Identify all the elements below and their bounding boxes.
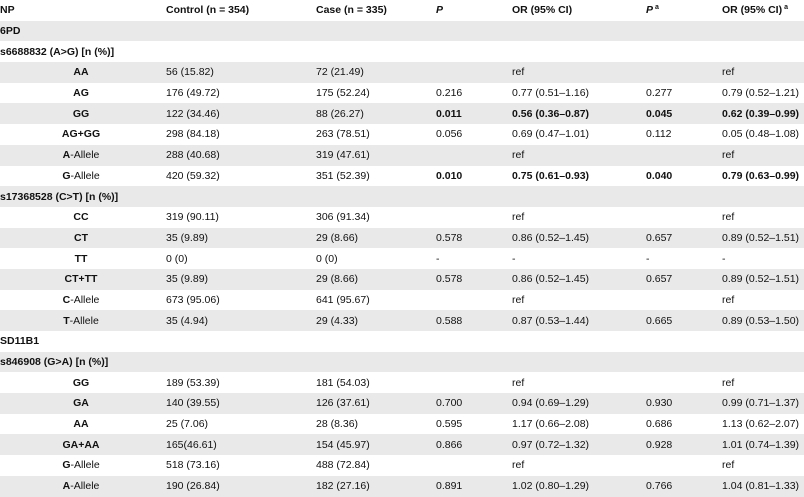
or-value: 0.94 (0.69–1.29) bbox=[512, 397, 590, 410]
genotype-label: GA bbox=[73, 397, 89, 410]
p-value: 0.700 bbox=[436, 397, 463, 410]
p-value: 0.891 bbox=[436, 480, 463, 493]
header-control: Control (n = 354) bbox=[166, 4, 250, 17]
or-value: 0.56 (0.36–0.87) bbox=[512, 107, 590, 120]
section-label: s6688832 (A>G) [n (%)] bbox=[0, 45, 115, 58]
or-value: ref bbox=[512, 459, 525, 472]
case-value: 488 (72.84) bbox=[316, 459, 370, 472]
section-label: 6PD bbox=[0, 25, 21, 38]
or-adjusted-value: ref bbox=[722, 459, 735, 472]
table-header bbox=[0, 0, 804, 21]
control-value: 673 (95.06) bbox=[166, 293, 220, 306]
table-row bbox=[0, 476, 804, 497]
allele-label bbox=[0, 476, 162, 497]
or-adjusted-value: ref bbox=[722, 149, 735, 162]
control-value: 35 (4.94) bbox=[166, 314, 209, 327]
p-adjusted-value: 0.112 bbox=[646, 128, 672, 141]
control-value: 319 (90.11) bbox=[166, 211, 219, 224]
p-value bbox=[432, 207, 508, 228]
header-case: Case (n = 335) bbox=[316, 4, 387, 17]
table-row bbox=[0, 166, 804, 187]
case-value: 641 (95.67) bbox=[316, 293, 370, 306]
or-adjusted-value: 0.79 (0.63–0.99) bbox=[722, 169, 800, 182]
table-row bbox=[0, 62, 804, 83]
table-row bbox=[0, 145, 804, 166]
p-value: 0.595 bbox=[436, 418, 463, 431]
header-p bbox=[432, 0, 508, 21]
case-value: 28 (8.36) bbox=[316, 418, 359, 431]
or-value: 0.86 (0.52–1.45) bbox=[512, 273, 590, 286]
case-value: 126 (37.61) bbox=[316, 397, 370, 410]
case-value: 319 (47.61) bbox=[316, 149, 370, 162]
genotype-label: GG bbox=[72, 107, 90, 120]
or-adjusted-value: 0.89 (0.53–1.50) bbox=[722, 314, 800, 327]
control-value: 25 (7.06) bbox=[166, 418, 209, 431]
or-value: 0.77 (0.51–1.16) bbox=[512, 87, 590, 100]
table-row bbox=[0, 83, 804, 104]
p-adjusted-value bbox=[642, 62, 718, 83]
p-value: 0.056 bbox=[436, 128, 463, 141]
header-row bbox=[0, 0, 804, 21]
allele-letter: A bbox=[62, 480, 71, 493]
control-value: 298 (84.18) bbox=[166, 128, 220, 141]
or-adjusted-value: - bbox=[722, 252, 726, 265]
section-label: s17368528 (C>T) [n (%)] bbox=[0, 190, 119, 203]
header-p-adjusted-label: P bbox=[646, 4, 654, 17]
p-adjusted-value: 0.665 bbox=[646, 314, 673, 327]
or-adjusted-value: 0.79 (0.52–1.21) bbox=[722, 87, 800, 100]
table-row bbox=[0, 248, 804, 269]
or-adjusted-value: 0.89 (0.52–1.51) bbox=[722, 231, 800, 244]
table-row bbox=[0, 103, 804, 124]
or-value: - bbox=[512, 252, 516, 265]
allele-suffix: -Allele bbox=[70, 293, 100, 306]
section-row bbox=[0, 41, 804, 62]
table-row bbox=[0, 372, 804, 393]
genotype-label: CT bbox=[74, 231, 88, 244]
or-adjusted-value: 0.05 (0.48–1.08) bbox=[722, 128, 800, 141]
genotype-label: CT+TT bbox=[64, 273, 98, 286]
header-or: OR (95% CI) bbox=[512, 4, 573, 17]
or-value: ref bbox=[512, 149, 525, 162]
p-adjusted-value: - bbox=[646, 252, 650, 265]
table-row bbox=[0, 124, 804, 145]
header-p-adjusted bbox=[642, 0, 718, 21]
control-value: 420 (59.32) bbox=[166, 169, 220, 182]
p-adjusted-value: 0.766 bbox=[646, 480, 673, 493]
p-value bbox=[432, 290, 508, 311]
control-value: 176 (49.72) bbox=[166, 87, 220, 100]
p-adjusted-value bbox=[642, 145, 718, 166]
or-adjusted-value: 0.99 (0.71–1.37) bbox=[722, 397, 800, 410]
case-value: 29 (8.66) bbox=[316, 231, 359, 244]
p-value bbox=[432, 62, 508, 83]
header-or-adjusted bbox=[718, 0, 804, 21]
or-value: 0.86 (0.52–1.45) bbox=[512, 231, 590, 244]
p-value bbox=[432, 145, 508, 166]
genotype-label: AA bbox=[73, 66, 89, 79]
case-value: 154 (45.97) bbox=[316, 438, 370, 451]
allele-letter: T bbox=[63, 314, 70, 327]
or-value: 1.02 (0.80–1.29) bbox=[512, 480, 590, 493]
control-value: 288 (40.68) bbox=[166, 149, 220, 162]
case-value: 181 (54.03) bbox=[316, 376, 370, 389]
p-value: - bbox=[436, 252, 440, 265]
p-value: 0.578 bbox=[436, 273, 463, 286]
allele-label bbox=[0, 290, 162, 311]
header-p-label: P bbox=[436, 4, 444, 17]
case-value: 29 (4.33) bbox=[316, 314, 359, 327]
allele-letter: G bbox=[62, 459, 71, 472]
p-adjusted-value bbox=[642, 290, 718, 311]
control-value: 0 (0) bbox=[166, 252, 188, 265]
p-adjusted-value: 0.928 bbox=[646, 438, 673, 451]
control-value: 35 (9.89) bbox=[166, 231, 209, 244]
or-value: 1.17 (0.66–2.08) bbox=[512, 418, 590, 431]
control-value: 189 (53.39) bbox=[166, 376, 220, 389]
or-value: ref bbox=[512, 293, 525, 306]
or-adjusted-value: 0.89 (0.52–1.51) bbox=[722, 273, 800, 286]
section-label: s846908 (G>A) [n (%)] bbox=[0, 356, 109, 369]
table-row bbox=[0, 414, 804, 435]
genotype-label: AG+GG bbox=[61, 128, 101, 141]
p-adjusted-value: 0.045 bbox=[646, 107, 673, 120]
p-adjusted-value: 0.277 bbox=[646, 87, 673, 100]
allele-suffix: -Allele bbox=[70, 459, 100, 472]
header-p-adjusted-sup: a bbox=[655, 4, 659, 12]
case-value: 175 (52.24) bbox=[316, 87, 370, 100]
p-value: 0.216 bbox=[436, 87, 463, 100]
p-value: 0.866 bbox=[436, 438, 463, 451]
section-row bbox=[0, 21, 804, 42]
or-adjusted-value: 1.04 (0.81–1.33) bbox=[722, 480, 800, 493]
or-adjusted-value: 1.01 (0.74–1.39) bbox=[722, 438, 800, 451]
table-row bbox=[0, 228, 804, 249]
allele-label bbox=[0, 455, 162, 476]
table-body bbox=[0, 21, 804, 497]
section-label: SD11B1 bbox=[0, 335, 40, 348]
control-value: 140 (39.55) bbox=[166, 397, 220, 410]
p-value: 0.578 bbox=[436, 231, 463, 244]
case-value: 72 (21.49) bbox=[316, 66, 364, 79]
allele-suffix: -Allele bbox=[69, 314, 99, 327]
table-row bbox=[0, 269, 804, 290]
or-adjusted-value: 0.62 (0.39–0.99) bbox=[722, 107, 800, 120]
p-adjusted-value: 0.686 bbox=[646, 418, 673, 431]
section-row bbox=[0, 352, 804, 373]
p-adjusted-value: 0.040 bbox=[646, 169, 673, 182]
p-value: 0.588 bbox=[436, 314, 463, 327]
case-value: 29 (8.66) bbox=[316, 273, 359, 286]
p-adjusted-value: 0.657 bbox=[646, 231, 673, 244]
genotype-label: AG bbox=[73, 87, 89, 100]
or-adjusted-value: 1.13 (0.62–2.07) bbox=[722, 418, 800, 431]
or-value: ref bbox=[512, 376, 525, 389]
allele-label bbox=[0, 145, 162, 166]
case-value: 306 (91.34) bbox=[316, 211, 370, 224]
control-value: 165(46.61) bbox=[166, 438, 217, 451]
or-adjusted-value: ref bbox=[722, 376, 735, 389]
genotype-label: CC bbox=[73, 211, 89, 224]
p-adjusted-value bbox=[642, 207, 718, 228]
header-or-adjusted-sup: a bbox=[784, 4, 788, 12]
case-value: 88 (26.27) bbox=[316, 107, 364, 120]
case-value: 182 (27.16) bbox=[316, 480, 370, 493]
control-value: 35 (9.89) bbox=[166, 273, 209, 286]
or-value: ref bbox=[512, 211, 525, 224]
table-row bbox=[0, 455, 804, 476]
allele-label bbox=[0, 310, 162, 331]
p-adjusted-value bbox=[642, 372, 718, 393]
or-value: ref bbox=[512, 66, 525, 79]
control-value: 122 (34.46) bbox=[166, 107, 220, 120]
p-adjusted-value: 0.930 bbox=[646, 397, 673, 410]
or-adjusted-value: ref bbox=[722, 66, 735, 79]
allele-letter: A bbox=[62, 149, 71, 162]
genotype-label: AA bbox=[73, 418, 89, 431]
or-adjusted-value: ref bbox=[722, 211, 735, 224]
control-value: 190 (26.84) bbox=[166, 480, 220, 493]
genotype-label: GG bbox=[72, 376, 90, 389]
genotype-label: GA+AA bbox=[62, 438, 100, 451]
section-row bbox=[0, 186, 804, 207]
table-row bbox=[0, 207, 804, 228]
table-row bbox=[0, 393, 804, 414]
or-value: 0.69 (0.47–1.01) bbox=[512, 128, 590, 141]
control-value: 56 (15.82) bbox=[166, 66, 214, 79]
p-value bbox=[432, 372, 508, 393]
p-value: 0.010 bbox=[436, 169, 463, 182]
allele-label bbox=[0, 166, 162, 187]
allele-letter: G bbox=[62, 169, 71, 182]
allele-suffix: -Allele bbox=[70, 149, 100, 162]
case-value: 263 (78.51) bbox=[316, 128, 370, 141]
control-value: 518 (73.16) bbox=[166, 459, 220, 472]
genotype-label: TT bbox=[74, 252, 88, 265]
table-row bbox=[0, 290, 804, 311]
p-value: 0.011 bbox=[436, 107, 462, 120]
p-adjusted-value: 0.657 bbox=[646, 273, 673, 286]
table-row bbox=[0, 310, 804, 331]
or-adjusted-value: ref bbox=[722, 293, 735, 306]
p-value bbox=[432, 455, 508, 476]
allele-suffix: -Allele bbox=[70, 480, 100, 493]
table-row bbox=[0, 434, 804, 455]
case-value: 351 (52.39) bbox=[316, 169, 370, 182]
case-value: 0 (0) bbox=[316, 252, 338, 265]
p-adjusted-value bbox=[642, 455, 718, 476]
allele-letter: C bbox=[62, 293, 71, 306]
or-value: 0.87 (0.53–1.44) bbox=[512, 314, 590, 327]
or-value: 0.75 (0.61–0.93) bbox=[512, 169, 590, 182]
or-value: 0.97 (0.72–1.32) bbox=[512, 438, 590, 451]
section-row bbox=[0, 331, 804, 352]
header-snp: NP bbox=[0, 4, 15, 17]
header-or-adjusted-label: OR (95% CI) bbox=[722, 4, 783, 17]
allele-suffix: -Allele bbox=[70, 169, 100, 182]
